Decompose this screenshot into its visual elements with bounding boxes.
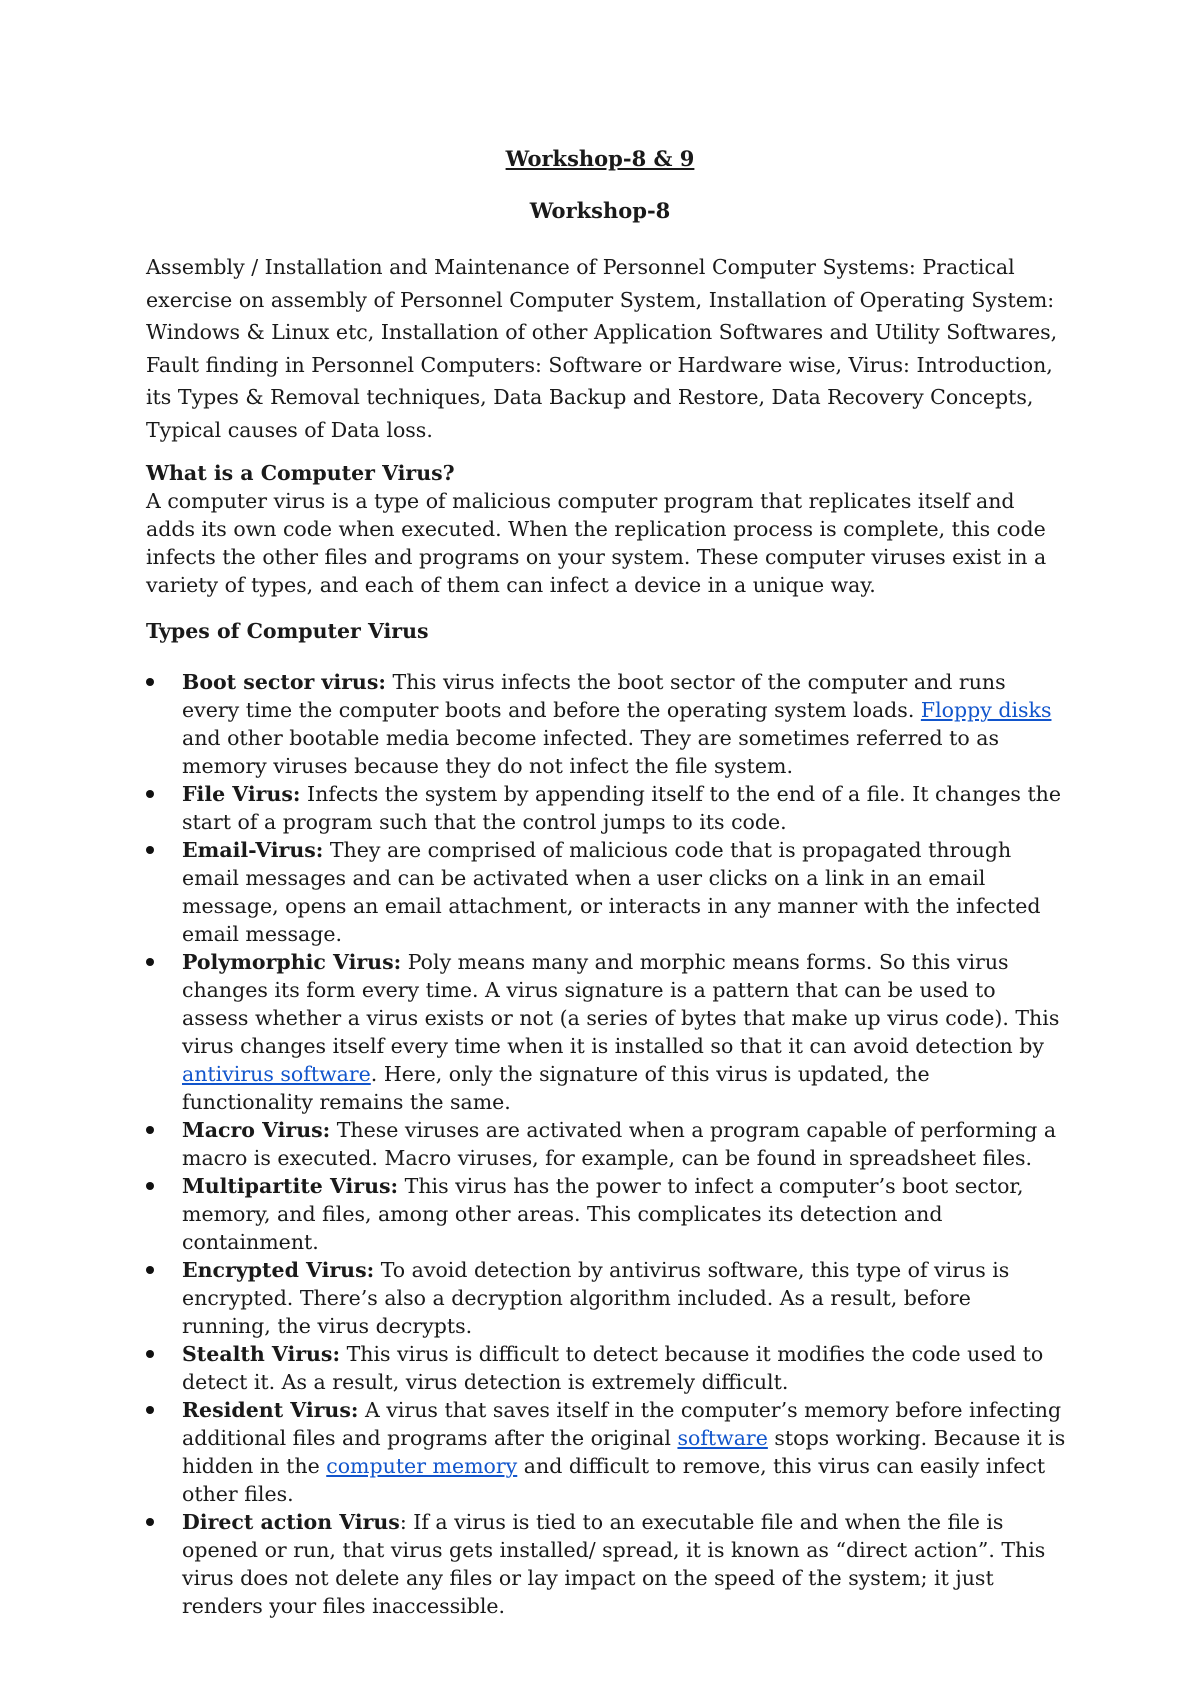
virus-type-text: This virus is difficult to detect because it modifies the code used to detect it. As a result, virus detection is extremely difficult. xyxy=(182,1342,1044,1394)
document-subtitle: Workshop-8 xyxy=(529,198,671,223)
bullet-icon xyxy=(146,1266,154,1274)
bullet-icon xyxy=(146,1126,154,1134)
what-is-body: A computer virus is a type of malicious computer program that replicates itself and adds its own code when executed. When the replication process is complete, this code infects the other files and programs on your system. These computer viruses exist in a variety of types, and each of them can infect a device in a unique way. xyxy=(146,489,1047,597)
list-item xyxy=(146,1172,1066,1256)
list-item xyxy=(146,1508,1066,1620)
intro-paragraph: Assembly / Installation and Maintenance of Personnel Computer Systems: Practical exercise on assembly of Personnel Computer System, Installation of Operating System: Windows & Linux etc, Installation of other Application Softwares and Utility Softwares, Fault finding in Personnel Computers: Software or Hardware wise, Virus: Introduction, its Types & Removal techniques, Data Backup and Restore, Data Recovery Concepts, Typical causes of Data loss. xyxy=(146,255,1058,442)
virus-types-list xyxy=(146,668,1066,1620)
bullet-icon xyxy=(146,846,154,854)
virus-type-text-after: and difficult to remove, this virus can easily infect other files. xyxy=(182,1454,1046,1506)
what-is-heading: What is a Computer Virus? xyxy=(146,461,455,485)
antivirus-software-link[interactable]: antivirus software xyxy=(182,1062,371,1086)
virus-type-name: Direct action Virus xyxy=(182,1510,400,1534)
bullet-icon xyxy=(146,1518,154,1526)
virus-type-name: Resident Virus: xyxy=(182,1398,359,1422)
list-item xyxy=(146,1256,1066,1340)
bullet-icon xyxy=(146,1406,154,1414)
bullet-icon xyxy=(146,1350,154,1358)
virus-type-name: Polymorphic Virus: xyxy=(182,950,402,974)
virus-type-text: : If a virus is tied to an executable file and when the file is opened or run, that virus gets installed/ spread, it is known as “direct action”. This virus does not delete any files or lay impact on the speed of the system; it just renders your files inaccessible. xyxy=(182,1510,1046,1618)
list-item xyxy=(146,1340,1066,1396)
list-item xyxy=(146,836,1066,948)
list-item xyxy=(146,668,1066,780)
virus-type-name: Stealth Virus: xyxy=(182,1342,341,1366)
list-item xyxy=(146,780,1066,836)
virus-type-text-mid: stops working. Because it is hidden in the xyxy=(182,1426,1066,1478)
list-item xyxy=(146,1116,1066,1172)
virus-type-text: Poly means many and morphic means forms. So this virus changes its form every time. A virus signature is a pattern that can be used to assess whether a virus exists or not (a series of bytes that make up virus code). This virus changes itself every time when it is installed so that it can avoid detection by xyxy=(182,950,1060,1058)
software-link[interactable]: software xyxy=(677,1426,768,1450)
virus-type-name: Email-Virus: xyxy=(182,838,324,862)
list-item xyxy=(146,948,1066,1116)
floppy-disks-link[interactable]: Floppy disks xyxy=(920,698,1052,722)
virus-type-text: They are comprised of malicious code that is propagated through email messages and can be activated when a user clicks on a link in an email message, opens an email attachment, or interacts in any manner with the infected email message. xyxy=(182,838,1041,946)
virus-type-name: File Virus: xyxy=(182,782,301,806)
virus-type-text: These viruses are activated when a program capable of performing a macro is executed. Macro viruses, for example, can be found in spreadsheet files. xyxy=(182,1118,1057,1170)
bullet-icon xyxy=(146,1182,154,1190)
types-heading: Types of Computer Virus xyxy=(146,619,429,643)
list-item xyxy=(146,1396,1066,1508)
virus-type-text-after: . Here, only the signature of this virus is updated, the functionality remains the same. xyxy=(182,1062,930,1114)
virus-type-name: Multipartite Virus: xyxy=(182,1174,399,1198)
virus-type-text: Infects the system by appending itself to the end of a file. It changes the start of a program such that the control jumps to its code. xyxy=(182,782,1062,834)
virus-type-text: This virus infects the boot sector of the computer and runs every time the computer boots and before the operating system loads. xyxy=(182,670,1006,722)
what-is-section xyxy=(146,459,1066,599)
virus-type-text: A virus that saves itself in the computer’s memory before infecting additional files and programs after the original xyxy=(182,1398,1062,1450)
computer-memory-link[interactable]: computer memory xyxy=(326,1454,518,1478)
virus-type-name: Boot sector virus: xyxy=(182,670,386,694)
bullet-icon xyxy=(146,790,154,798)
virus-type-name: Macro Virus: xyxy=(182,1118,331,1142)
bullet-icon xyxy=(146,678,154,686)
document-title: Workshop-8 & 9 xyxy=(505,146,695,171)
bullet-icon xyxy=(146,958,154,966)
virus-type-name: Encrypted Virus: xyxy=(182,1258,375,1282)
virus-type-text-after: and other bootable media become infected. They are sometimes referred to as memory viruses because they do not infect the file system. xyxy=(182,726,999,778)
virus-type-text: This virus has the power to infect a computer’s boot sector, memory, and files, among other areas. This complicates its detection and containment. xyxy=(182,1174,1024,1254)
virus-type-text: To avoid detection by antivirus software, this type of virus is encrypted. There’s also a decryption algorithm included. As a result, before running, the virus decrypts. xyxy=(182,1258,1010,1338)
